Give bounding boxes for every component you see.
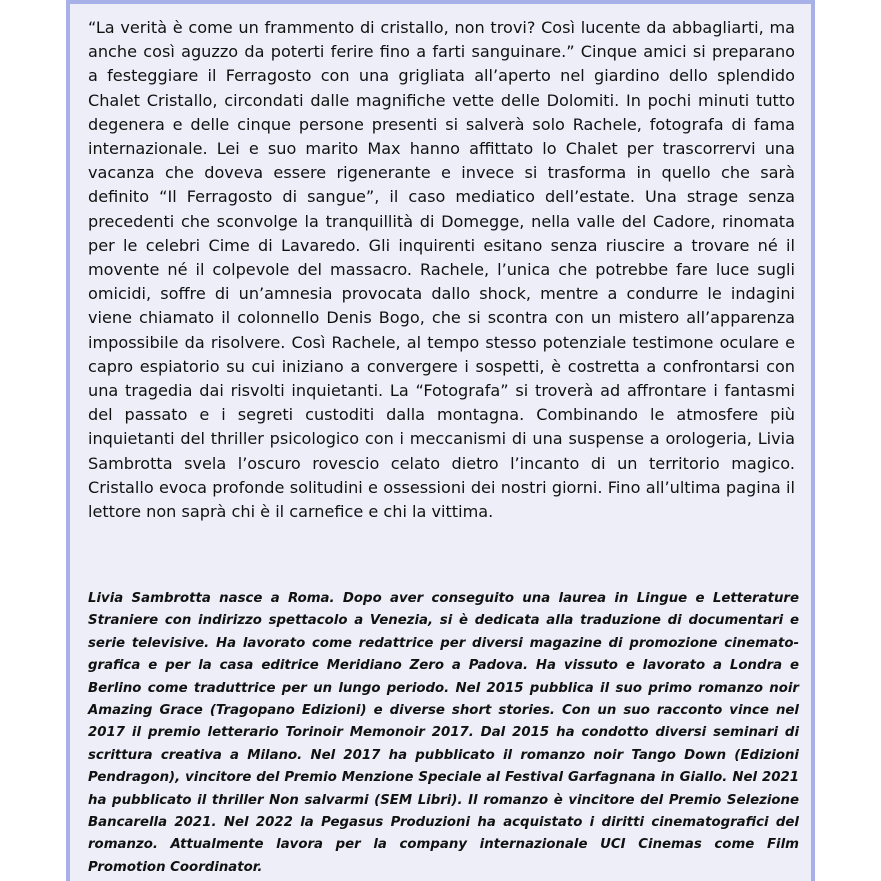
back-cover-page (66, 0, 815, 881)
author-biography: Livia Sambrotta nasce a Roma. Dopo aver conseguito una laurea in Lingue e Letterature Straniere con indirizzo spettacolo a Venezia, si è dedicata alla traduzione di documentari e serie televisive. Ha lavorato come redattrice per diversi magazine di promozione cinematografica e per la casa editrice Meridiano Zero a Padova. Ha vissuto e lavorato a Londra e Berlino come traduttrice per un lungo periodo. Nel 2015 pubblica il suo primo romanzo noir Amazing Grace (Tragopano Edizioni) e diverse short stories. Con un suo racconto vince nel 2017 il premio letterario Torinoir Memonoir 2017. Dal 2015 ha condotto diversi seminari di scrittura creativa a Milano. Nel 2017 ha pubblicato il romanzo noir Tango Down (Edizioni Pendragon), vincitore del Premio Menzione Speciale al Festival Garfagnana in Giallo. Nel 2021 ha pubblicato il thriller Non salvarmi (SEM Libri). Il romanzo è vincitore del Premio Selezione Bancarella 2021. Nel 2022 la Pegasus Produzioni ha acquistato i diritti cinematografici del romanzo. Attualmente lavora per la company internazionale UCI Cinemas come Film Promotion Coordinator. (88, 591, 799, 875)
book-synopsis: “La verità è come un frammento di cristallo, non trovi? Così lucente da abbagliarti, ma anche così aguzzo da poterti ferire fino a farti sanguinare.” Cinque amici si preparano a festeggiare il Ferragosto con una grigliata all’aperto nel giardino dello splendido Chalet Cristallo, circondati dalle magnifiche vette delle Dolomiti. In pochi minuti tutto degenera e delle cinque persone presenti si salverà solo Rachele, fotografa di fama internazionale. Lei e suo marito Max hanno affittato lo Chalet per trascorrervi una vacanza che doveva essere rigenerante e invece si trasforma in quello che sarà definito “Il Ferragosto di sangue”, il caso mediatico dell’estate. Una strage senza precedenti che sconvolge la tranquillità di Domegge, nella valle del Cadore, rinomata per le celebri Cime di Lavaredo. Gli inquirenti esitano senza riuscire a trovare né il movente né il colpevole del massacro. Rachele, l’unica che potrebbe fare luce sugli omicidi, soffre di un’amnesia provocata dallo shock, mentre a condurre le indagini viene chiamato il colonnello Denis Bogo, che si scontra con un mistero all’apparenza impossibile da risolvere. Così Rachele, al tempo stesso potenziale testimone oculare e capro espiatorio su cui iniziano a convergere i sospetti, è costretta a confrontarsi con una tragedia dai risvolti inquietanti. La “Fotografa” si troverà ad affrontare i fantasmi del passato e i segreti custoditi dalla montagna. Combinando le atmosfere più inquietanti del thriller psicologico con i meccanismi di una suspense a orologeria, Livia Sambrotta svela l’oscuro rovescio celato dietro l’incanto di un territorio magico. Cristallo evoca profonde solitudini e ossessioni dei nostri giorni. Fino all’ultima pagina il lettore non saprà chi è il carnefice e chi la vittima. (88, 18, 795, 522)
